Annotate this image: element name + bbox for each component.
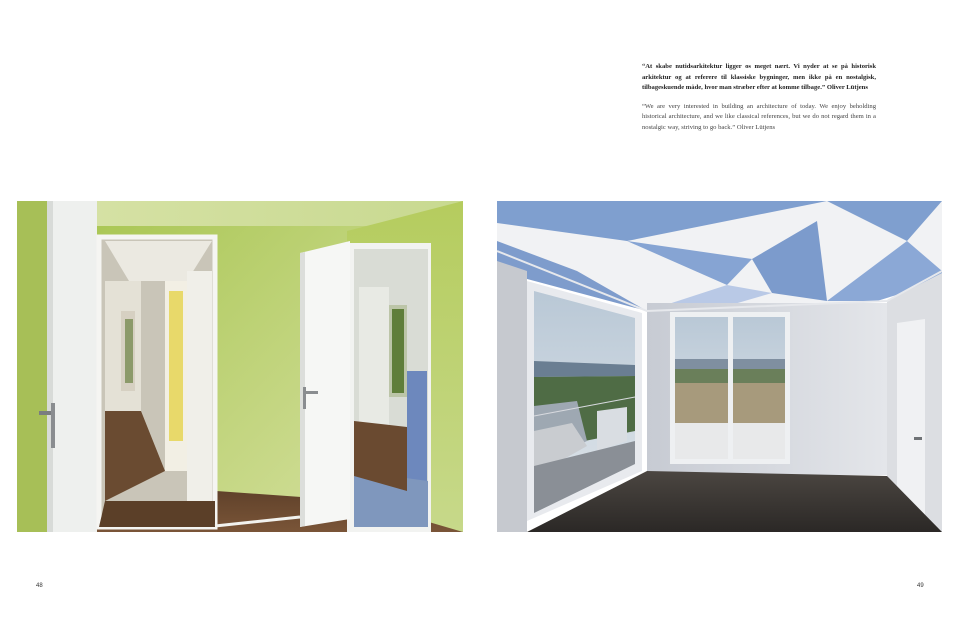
quote-danish-text: “At skabe nutidsarkitektur ligger os meget nært. Vi nyder at se på historisk arkitektur og at referere til klassiske bygninger, men ikke på en nostalgisk, tilbageskuende måde, hvor man stræber efter at komme tilbage.”: [642, 63, 876, 92]
quote-danish: [642, 62, 876, 94]
photo-room-blue-ceiling: [497, 201, 942, 532]
quote-danish-attribution: Oliver Lütjens: [826, 84, 868, 92]
page-number-left: 48: [36, 583, 43, 589]
quote-english-attribution: Oliver Lütjens: [736, 123, 776, 131]
quote-block: [642, 62, 876, 134]
page-number-right: 49: [917, 583, 924, 589]
photo-hallway-green-walls: [17, 201, 463, 532]
quote-english-text: “We are very interested in building an architecture of today. We enjoy beholding historical architecture, and we like classical references, but we do not regard them in a nostalgic way, striving to go back.”: [642, 102, 876, 131]
quote-english: [642, 102, 876, 134]
